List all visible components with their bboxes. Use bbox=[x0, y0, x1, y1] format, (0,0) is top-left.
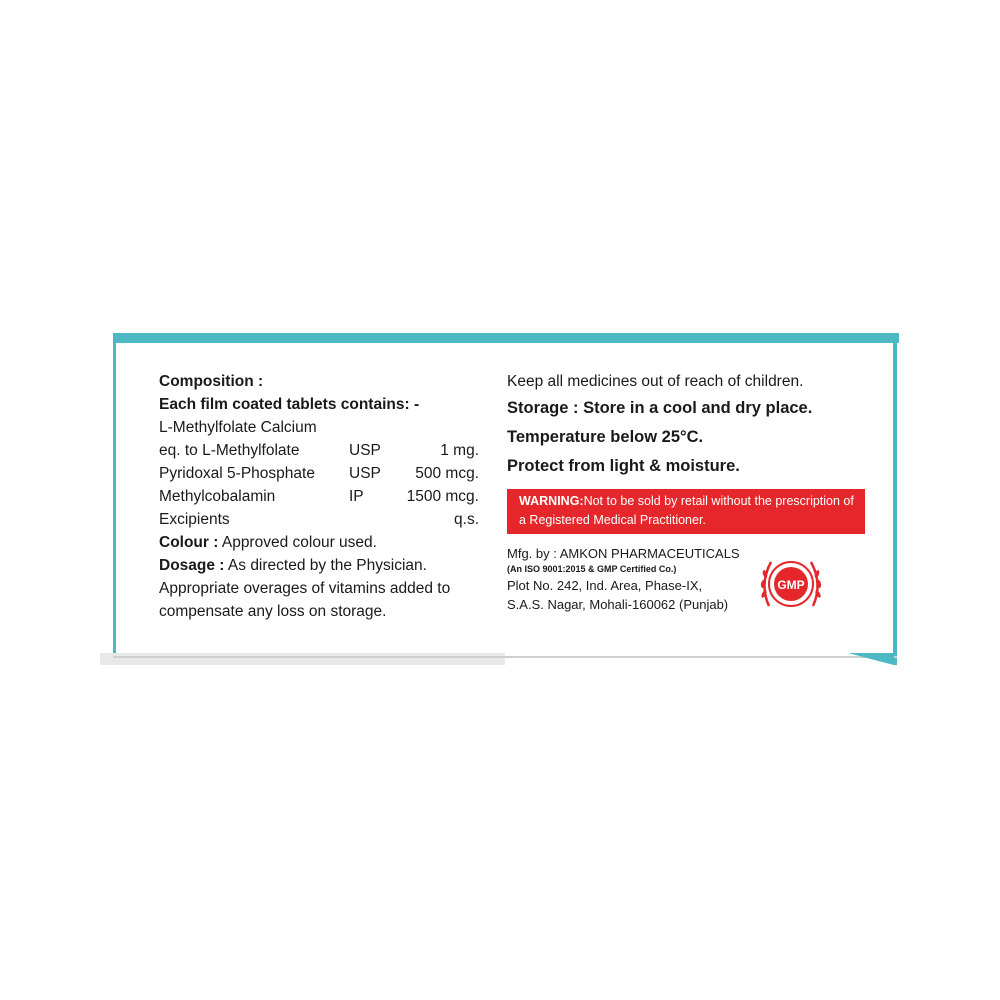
dosage-label: Dosage : bbox=[159, 557, 225, 574]
manufacturer-block bbox=[507, 544, 867, 614]
dosage-value: As directed by the Physician. bbox=[224, 557, 427, 574]
address-line-2: S.A.S. Nagar, Mohali-160062 (Punjab) bbox=[507, 597, 729, 612]
ingredient-quantity: 1500 mcg. bbox=[406, 488, 479, 505]
warning-label: WARNING: bbox=[519, 494, 584, 508]
ingredient-row bbox=[159, 485, 489, 508]
ingredient-standard: USP bbox=[349, 465, 381, 482]
seal-text: GMP bbox=[777, 578, 805, 592]
storage-section bbox=[507, 370, 867, 614]
colour-label: Colour : bbox=[159, 534, 219, 551]
ingredient-name: Excipients bbox=[159, 511, 230, 528]
ingredient-row bbox=[159, 462, 489, 485]
ingredient-standard bbox=[349, 508, 399, 531]
composition-subheading: Each film coated tablets contains: - bbox=[159, 396, 420, 413]
teal-corner bbox=[848, 653, 894, 665]
ingredient-standard: USP bbox=[349, 442, 381, 459]
colour-value: Approved colour used. bbox=[218, 534, 377, 551]
manufacturer-name: Mfg. by : AMKON PHARMACEUTICALS bbox=[507, 546, 740, 561]
bottom-divider bbox=[113, 656, 897, 658]
composition-section bbox=[159, 370, 489, 623]
gmp-seal-icon bbox=[755, 548, 827, 620]
teal-top-border bbox=[113, 333, 899, 343]
ingredient-quantity: q.s. bbox=[454, 511, 479, 528]
dosage-line bbox=[159, 554, 489, 577]
warning-box bbox=[507, 489, 865, 534]
ingredient-name: Pyridoxal 5-Phosphate bbox=[159, 465, 315, 482]
colour-line bbox=[159, 531, 489, 554]
methylfolate-calcium-line: L-Methylfolate Calcium bbox=[159, 419, 317, 436]
ingredient-row bbox=[159, 508, 489, 531]
teal-right-border bbox=[893, 333, 897, 665]
ingredient-row bbox=[159, 439, 489, 462]
keep-away-notice: Keep all medicines out of reach of children. bbox=[507, 373, 804, 390]
ingredient-name: eq. to L-Methylfolate bbox=[159, 442, 300, 459]
storage-instruction: Storage : Store in a cool and dry place. bbox=[507, 399, 813, 417]
ingredient-standard: IP bbox=[349, 488, 364, 505]
iso-certification: (An ISO 9001:2015 & GMP Certified Co.) bbox=[507, 564, 677, 574]
teal-left-border bbox=[113, 333, 116, 665]
overages-note: Appropriate overages of vitamins added to compensate any loss on storage. bbox=[159, 580, 451, 620]
warning-text: Not to be sold by retail without the prescription of a Registered Medical Practitioner. bbox=[519, 494, 854, 527]
protect-instruction: Protect from light & moisture. bbox=[507, 457, 740, 475]
composition-heading: Composition : bbox=[159, 373, 264, 390]
bottom-grey-strip bbox=[100, 653, 505, 665]
temperature-instruction: Temperature below 25°C. bbox=[507, 428, 704, 446]
ingredient-quantity: 500 mcg. bbox=[415, 465, 479, 482]
ingredient-quantity: 1 mg. bbox=[440, 442, 479, 459]
ingredient-name: Methylcobalamin bbox=[159, 488, 276, 505]
address-line-1: Plot No. 242, Ind. Area, Phase-IX, bbox=[507, 578, 703, 593]
